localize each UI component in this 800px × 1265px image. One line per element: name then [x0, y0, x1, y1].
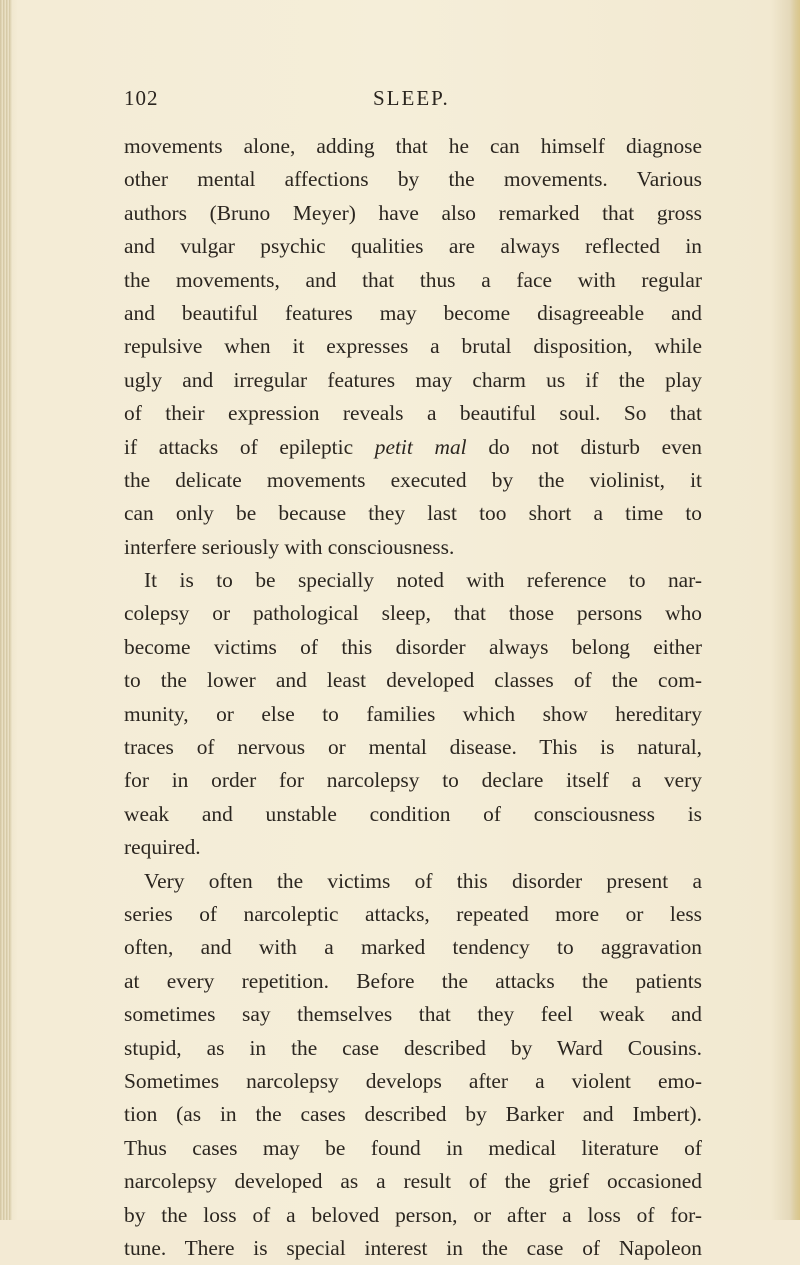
paragraph-first-line: It is to be specially noted with reference to nar-: [144, 568, 702, 593]
page-number: 102: [124, 86, 159, 110]
text-line: repulsive when it expresses a brutal disposition, while: [124, 334, 702, 359]
text-segment: if attacks of epileptic: [124, 434, 375, 459]
text-line: the movements, and that thus a face with regular: [124, 267, 702, 292]
text-line: Thus cases may be found in medical literature of: [124, 1135, 702, 1160]
page-gutter-edge: [0, 0, 12, 1220]
text-line: and vulgar psychic qualities are always reflected in: [124, 234, 702, 259]
text-line: become victims of this disorder always belong either: [124, 634, 702, 659]
text-line: colepsy or pathological sleep, that those persons who: [124, 601, 702, 626]
page-right-edge: [790, 0, 800, 1220]
text-line: munity, or else to families which show hereditary: [124, 701, 702, 726]
text-line: authors (Bruno Meyer) have also remarked that gross: [124, 200, 702, 225]
text-line: Sometimes narcolepsy develops after a violent emo-: [124, 1068, 702, 1093]
text-line: movements alone, adding that he can himself diagnose: [124, 134, 702, 158]
text-line-with-italic: [124, 431, 702, 464]
text-line: and beautiful features may become disagreeable and: [124, 300, 702, 325]
text-line: often, and with a marked tendency to aggravation: [124, 935, 702, 960]
text-line: weak and unstable condition of consciousness is: [124, 801, 702, 826]
text-segment: do not disturb even: [466, 434, 702, 459]
text-line: for in order for narcolepsy to declare itself a very: [124, 768, 702, 793]
text-line: traces of nervous or mental disease. This is natural,: [124, 735, 702, 760]
paragraph-last-line: required.: [124, 835, 201, 860]
text-line: the delicate movements executed by the violinist, it: [124, 467, 702, 492]
text-line: at every repetition. Before the attacks the patients: [124, 968, 702, 993]
text-line: series of narcoleptic attacks, repeated more or less: [124, 901, 702, 926]
text-line: ugly and irregular features may charm us if the play: [124, 367, 702, 392]
paragraph-last-line: interfere seriously with consciousness.: [124, 534, 455, 559]
text-line: tune. There is special interest in the case of Napoleon: [124, 1235, 702, 1260]
body-text: [124, 130, 702, 1265]
paragraph-first-line: Very often the victims of this disorder present a: [144, 868, 702, 893]
text-line: stupid, as in the case described by Ward Cousins.: [124, 1035, 702, 1060]
text-line: other mental affections by the movements. Various: [124, 167, 702, 192]
text-line: by the loss of a beloved person, or after a loss of for-: [124, 1202, 702, 1227]
italic-term: petit mal: [374, 434, 467, 459]
text-line: narcolepsy developed as a result of the grief occasioned: [124, 1169, 702, 1194]
running-title: SLEEP.: [373, 86, 450, 110]
text-line: to the lower and least developed classes of the com-: [124, 668, 702, 693]
text-line: can only be because they last too short a time to: [124, 501, 702, 526]
text-line: sometimes say themselves that they feel weak and: [124, 1002, 702, 1027]
page-header: [124, 86, 702, 112]
text-line: of their expression reveals a beautiful soul. So that: [124, 401, 702, 426]
text-line: tion (as in the cases described by Barker and Imbert).: [124, 1102, 702, 1127]
